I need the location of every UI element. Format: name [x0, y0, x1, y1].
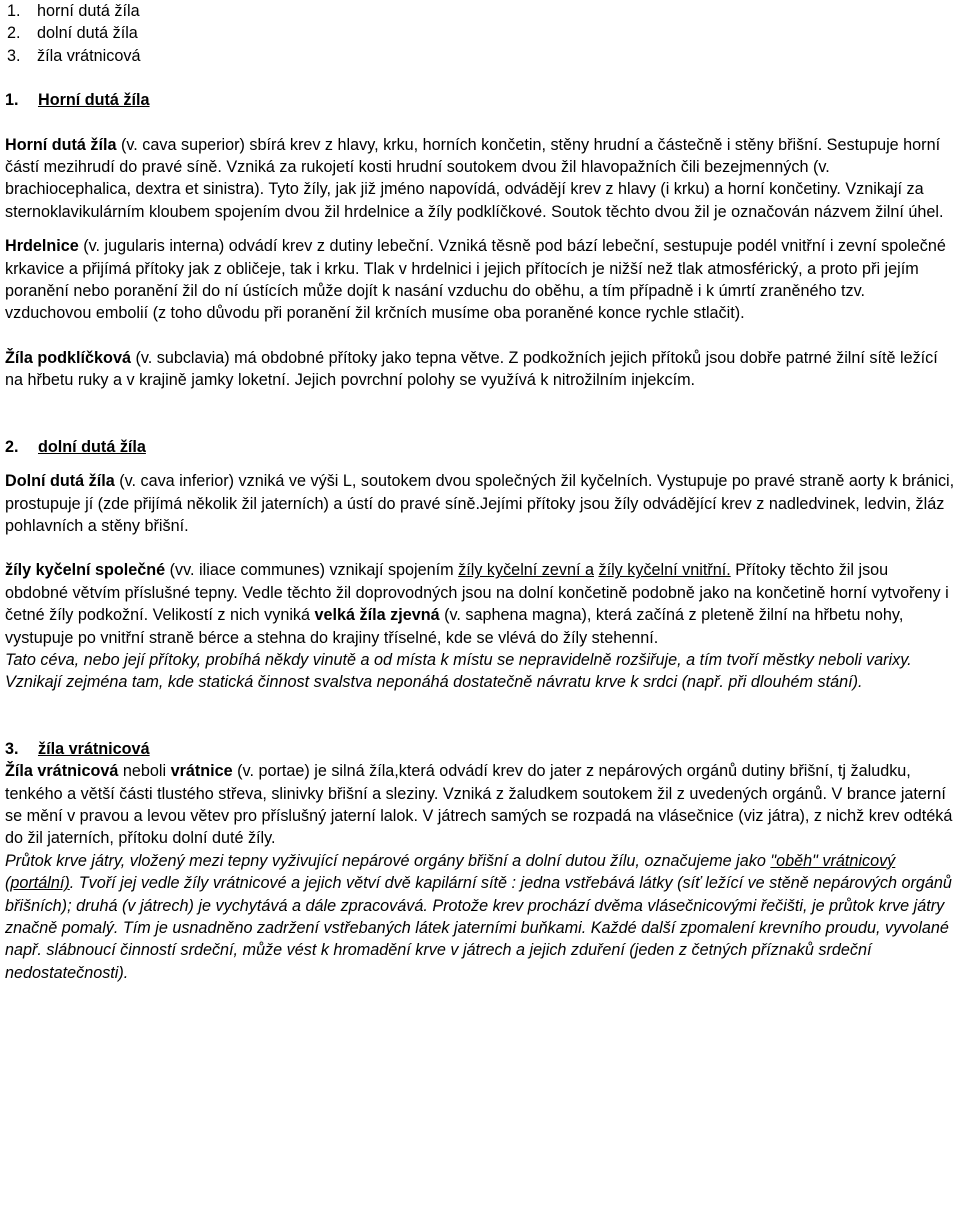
section-2-paragraph-1: Dolní dutá žíla (v. cava inferior) vzniká ve výši L, soutokem dvou společných žil kyčelních. Vystupuje po pravé straně aorty k bránici, prostupuje jí (zde přijímá několik žil jaterních) a ústí do pravé síně.Jejími přítoky jsou žíly odvádějící krev z nadledvinek, ledvin, žláz pohlavních a stěny břišní.: [5, 472, 955, 535]
toc-item: [5, 0, 955, 22]
section-2-paragraph-2: žíly kyčelní společné (vv. iliace communes) vznikají spojením žíly kyčelní zevní a žíly kyčelní vnitřní. Přítoky těchto žil jsou obdobné větvím příslušné tepny. Vedle těchto žil doprovodných jsou na dolní končetině podobně jako na končetině horní vytvořeny i četné žíly podkožní. Velikostí z nich vyniká velká žíla zjevná (v. saphena magna), která začíná z pleteně žilní na hřbetu nohy, vystupuje po vnitřní straně bérce a stehna do krajiny tříselné, kde se vlévá do žíly stehenní.: [5, 561, 949, 647]
toc-item-text: horní dutá žíla: [37, 2, 140, 20]
section-3-paragraph-2: Průtok krve játry, vložený mezi tepny vyživující nepárové orgány břišní a dolní dutou žílu, označujeme jako "oběh" vrátnicový (portální). Tvoří jej vedle žíly vrátnicové a jejich větví dvě kapilární sítě : jedna vstřebává látky (síť ležící ve stěně nepárových orgánů břišních); druhá (v játrech) je vychytává a dále zpracovává. Protože krev prochází dvěma vlásečnicovými řečišti, je průtok krve játry značně pomalý. Tím je usnadněno zadržení vstřebaných látek jaterními buňkami. Každé další zpomalení krevního proudu, vyvolané např. slábnoucí činností srdeční, může vést k hromadění krve v játrech a jejich zduření (jeden z četných příznaků srdeční nedostatečnosti).: [5, 851, 952, 982]
document: [5, 0, 955, 984]
toc-item-text: žíla vrátnicová: [37, 46, 141, 65]
section-1-paragraph-3: Žíla podklíčková (v. subclavia) má obdobné přítoky jako tepna větve. Z podkožních jejich přítoků jsou dobře patrné žilní sítě ležící na hřbetu ruky a v krajině jamky loketní. Jejich povrchní polohy se využívá k nitrožilním injekcím.: [5, 348, 938, 390]
section-2-heading: 2. dolní dutá žíla: [5, 437, 146, 456]
toc-item-number: 2.: [7, 24, 21, 43]
section-1-paragraph-2: Hrdelnice (v. jugularis interna) odvádí krev z dutiny lebeční. Vzniká těsně pod bází lebeční, sestupuje podél vnitřní i zevní společné krkavice a přijímá přítoky jak z obličeje, tak i krku. Tlak v hrdelnici i jejich přítocích je nižší než tlak atmosférický, a proto při jejím poranění nebo poranění žil do ní ústících může dojít k nasání vzduchu do oběhu, a tím případně i k úmrtí zraněného tzv. vzduchovou embolií (z toho důvodu při poranění žil krčních musíme oba poraněné konce rychle stlačit).: [5, 237, 946, 323]
toc-item-text: dolní dutá žíla: [37, 24, 138, 43]
toc-item-number: 3.: [7, 46, 21, 65]
section-1-heading: 1. Horní dutá žíla: [5, 91, 150, 110]
toc-list: [5, 0, 955, 67]
section-1-paragraph-1: Horní dutá žíla (v. cava superior) sbírá krev z hlavy, krku, horních končetin, stěny hrudní a částečně i stěny břišní. Sestupuje horní částí mezihrudí do pravé síně. Vzniká za rukojetí kosti hrudní soutokem dvou žil hlavopažních čili bezejmenných (v. brachiocephalica, dextra et sinistra). Tyto žíly, jak již jméno napovídá, odvádějí krev z hlavy (i krku) a horní končetiny. Vznikají za sternoklavikulárním kloubem spojením dvou žil hrdelnice a žíly podklíčkové. Soutok těchto dvou žil je označován názvem žilní úhel.: [5, 135, 944, 221]
toc-item: [5, 45, 955, 67]
toc-item-number: 1.: [7, 2, 21, 20]
section-2-paragraph-3: Tato céva, nebo její přítoky, probíhá někdy vinutě a od místa k místu se nepravidelně rozšiřuje, a tím tvoří městky neboli varixy. Vznikají zejména tam, kde statická činnost svalstva neponáhá dostatečně návratu krve k srdci (např. při dlouhém stání).: [5, 650, 912, 692]
section-3-heading: 3. žíla vrátnicová: [5, 739, 150, 758]
section-3-paragraph-1: Žíla vrátnicová neboli vrátnice (v. portae) je silná žíla,která odvádí krev do jater z nepárových orgánů dutiny břišní, tj žaludku, tenkého a větší části tlustého střeva, slinivky břišní a sleziny. Vzniká z žaludkem soutokem žil z uvedených orgánů. V brance jaterní se mění v pravou a levou větev pro příslušný jaterní lalok. V játrech samých se rozpadá na vlásečnice (viz játra), z nichž krev odtéká do žil jaterních, přítoku dolní duté žíly.: [5, 762, 953, 848]
toc-item: [5, 22, 955, 44]
